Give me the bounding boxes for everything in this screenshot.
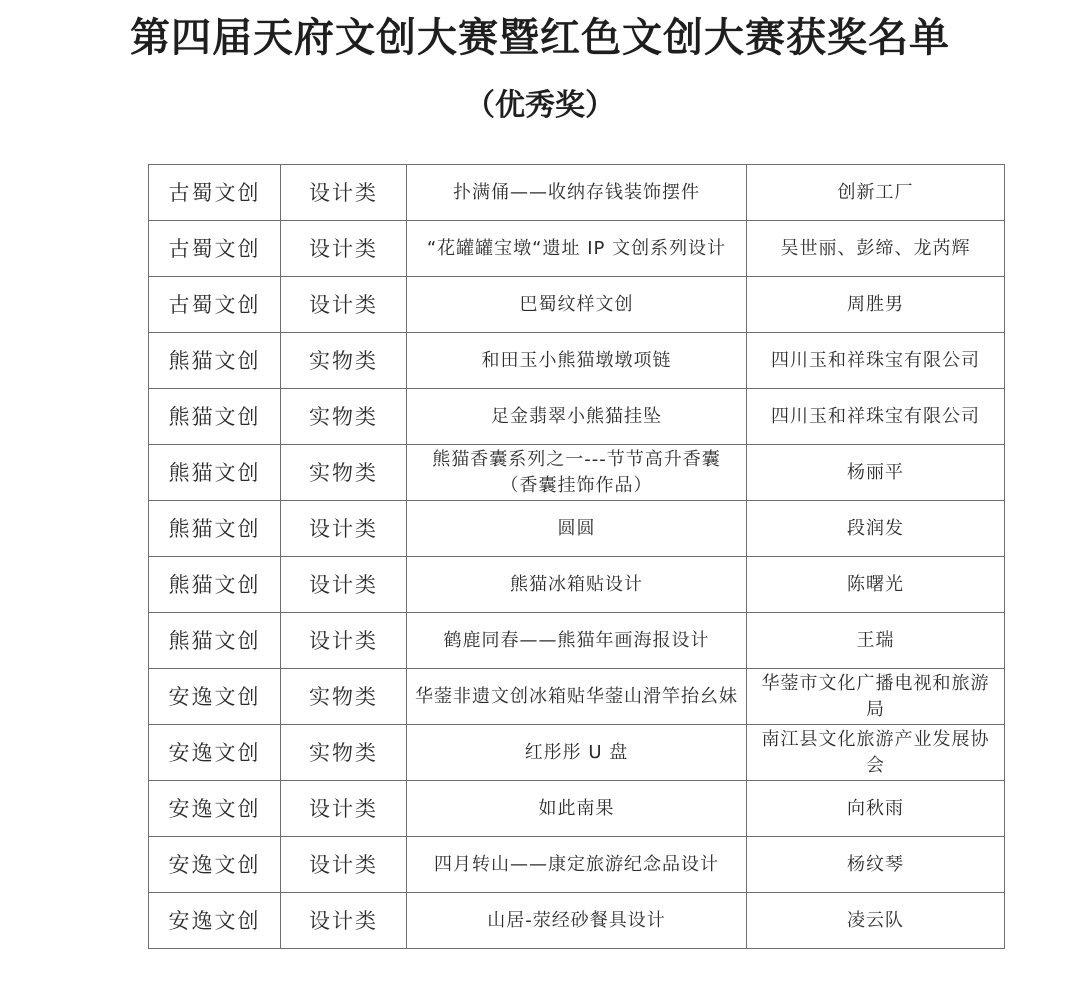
- winner-cell: 段润发: [747, 501, 1005, 557]
- category-cell: 古蜀文创: [149, 165, 281, 221]
- type-cell: 设计类: [281, 837, 407, 893]
- work-cell: 巴蜀纹样文创: [407, 277, 747, 333]
- winner-cell: 王瑞: [747, 613, 1005, 669]
- work-cell: 和田玉小熊猫墩墩项链: [407, 333, 747, 389]
- work-cell: 圆圆: [407, 501, 747, 557]
- document-title: 第四届天府文创大赛暨红色文创大赛获奖名单: [130, 14, 950, 61]
- type-cell: 实物类: [281, 445, 407, 501]
- table-row: [149, 837, 1005, 893]
- category-cell: 安逸文创: [149, 837, 281, 893]
- awards-table-body: [149, 165, 1005, 949]
- work-cell: 山居-荥经砂餐具设计: [407, 893, 747, 949]
- type-cell: 设计类: [281, 501, 407, 557]
- winner-cell: 四川玉和祥珠宝有限公司: [747, 389, 1005, 445]
- table-row: [149, 613, 1005, 669]
- type-cell: 设计类: [281, 781, 407, 837]
- work-cell: 华蓥非遗文创冰箱贴华蓥山滑竿抬幺妹: [407, 669, 747, 725]
- category-cell: 安逸文创: [149, 725, 281, 781]
- winner-cell: 创新工厂: [747, 165, 1005, 221]
- table-row: [149, 277, 1005, 333]
- category-cell: 古蜀文创: [149, 277, 281, 333]
- table-row: [149, 725, 1005, 781]
- category-cell: 熊猫文创: [149, 501, 281, 557]
- category-cell: 熊猫文创: [149, 445, 281, 501]
- category-cell: 古蜀文创: [149, 221, 281, 277]
- work-cell: 红彤彤 U 盘: [407, 725, 747, 781]
- work-cell: 熊猫冰箱贴设计: [407, 557, 747, 613]
- winner-cell: 陈曙光: [747, 557, 1005, 613]
- table-row: [149, 893, 1005, 949]
- table-row: [149, 165, 1005, 221]
- category-cell: 熊猫文创: [149, 613, 281, 669]
- type-cell: 实物类: [281, 725, 407, 781]
- work-cell: “花罐罐宝墩“遗址 IP 文创系列设计: [407, 221, 747, 277]
- table-row: [149, 333, 1005, 389]
- table-row: [149, 781, 1005, 837]
- category-cell: 熊猫文创: [149, 333, 281, 389]
- type-cell: 实物类: [281, 333, 407, 389]
- work-cell: 熊猫香囊系列之一---节节高升香囊（香囊挂饰作品）: [407, 445, 747, 501]
- type-cell: 设计类: [281, 557, 407, 613]
- table-row: [149, 501, 1005, 557]
- category-cell: 安逸文创: [149, 893, 281, 949]
- awards-table: [148, 164, 1005, 949]
- table-row: [149, 557, 1005, 613]
- winner-cell: 向秋雨: [747, 781, 1005, 837]
- type-cell: 设计类: [281, 893, 407, 949]
- type-cell: 设计类: [281, 277, 407, 333]
- work-cell: 足金翡翠小熊猫挂坠: [407, 389, 747, 445]
- table-row: [149, 389, 1005, 445]
- work-cell: 如此南果: [407, 781, 747, 837]
- work-cell: 四月转山——康定旅游纪念品设计: [407, 837, 747, 893]
- table-row: [149, 669, 1005, 725]
- category-cell: 熊猫文创: [149, 389, 281, 445]
- table-row: [149, 221, 1005, 277]
- winner-cell: 杨纹琴: [747, 837, 1005, 893]
- winner-cell: 周胜男: [747, 277, 1005, 333]
- category-cell: 熊猫文创: [149, 557, 281, 613]
- winner-cell: 南江县文化旅游产业发展协会: [747, 725, 1005, 781]
- type-cell: 实物类: [281, 669, 407, 725]
- type-cell: 实物类: [281, 389, 407, 445]
- winner-cell: 杨丽平: [747, 445, 1005, 501]
- category-cell: 安逸文创: [149, 669, 281, 725]
- winner-cell: 四川玉和祥珠宝有限公司: [747, 333, 1005, 389]
- winner-cell: 华蓥市文化广播电视和旅游局: [747, 669, 1005, 725]
- category-cell: 安逸文创: [149, 781, 281, 837]
- table-row: [149, 445, 1005, 501]
- type-cell: 设计类: [281, 165, 407, 221]
- work-cell: 扑满俑——收纳存钱装饰摆件: [407, 165, 747, 221]
- winner-cell: 吴世丽、彭缔、龙芮辉: [747, 221, 1005, 277]
- type-cell: 设计类: [281, 613, 407, 669]
- document-subtitle: （优秀奖）: [465, 88, 615, 123]
- winner-cell: 凌云队: [747, 893, 1005, 949]
- work-cell: 鹤鹿同春——熊猫年画海报设计: [407, 613, 747, 669]
- type-cell: 设计类: [281, 221, 407, 277]
